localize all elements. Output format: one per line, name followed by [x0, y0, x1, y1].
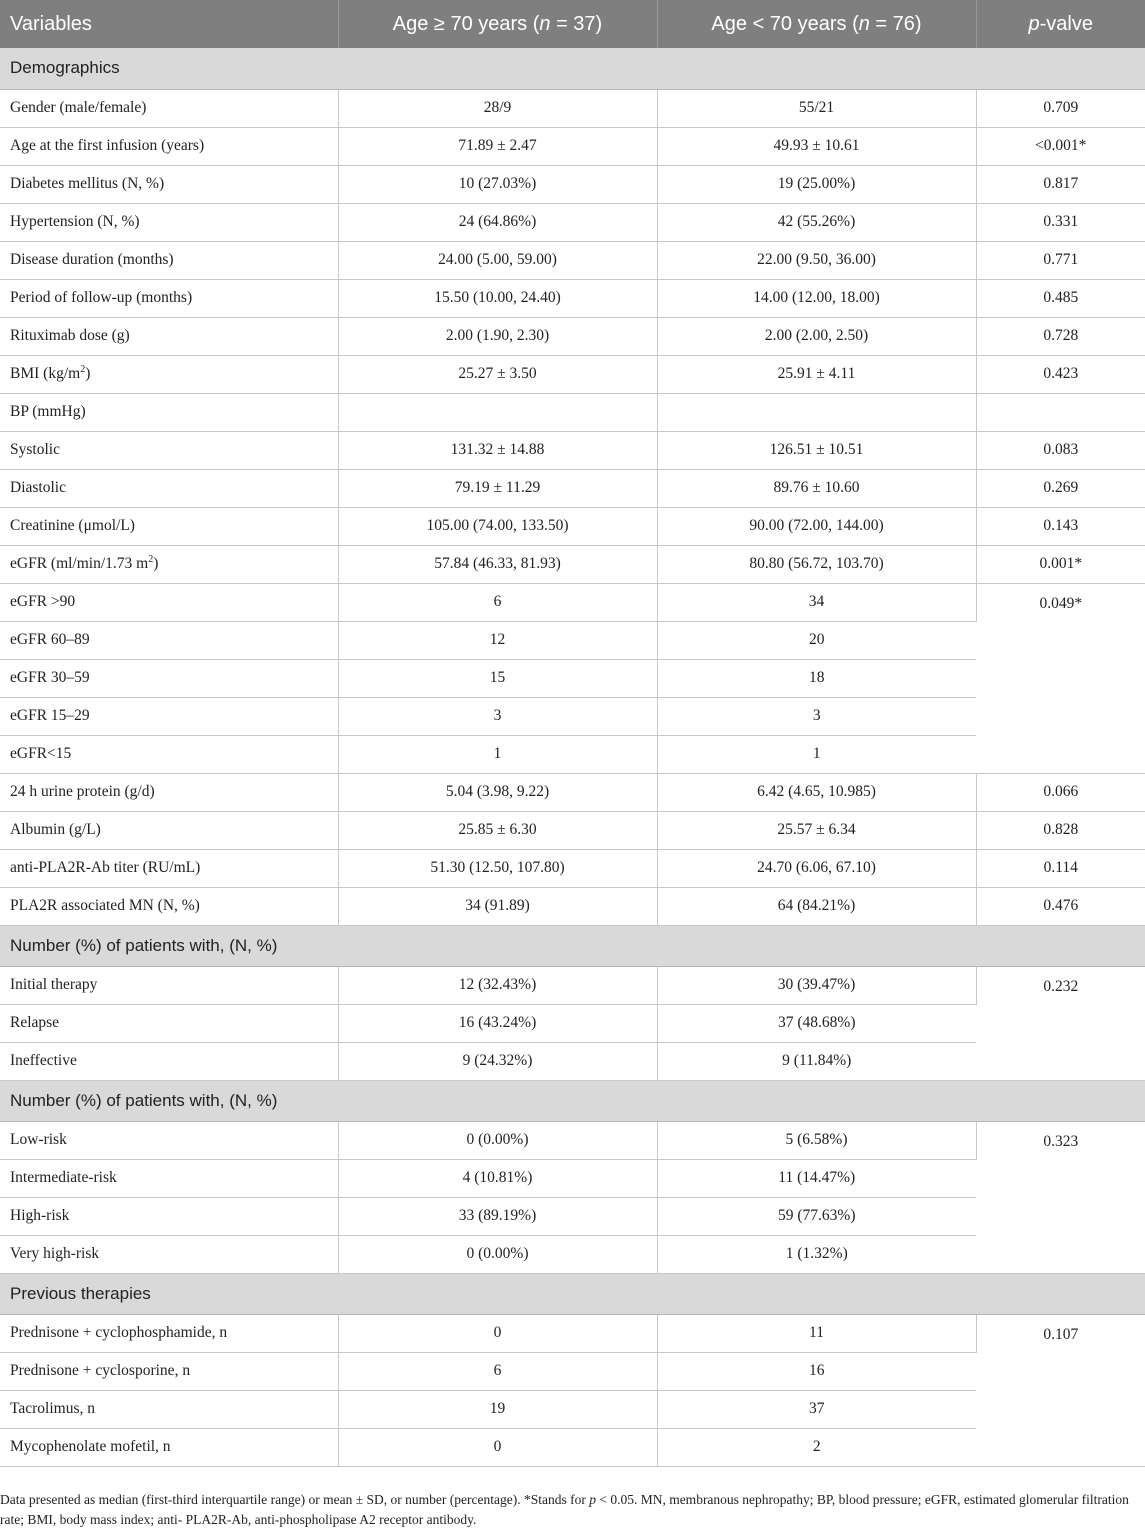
cell-p-value: 0.709 — [976, 89, 1145, 127]
table-row — [0, 1004, 1145, 1042]
cell-age-under-70: 6.42 (4.65, 10.985) — [657, 773, 976, 811]
table-row — [0, 849, 1145, 887]
cell-age-under-70 — [657, 393, 976, 431]
row-label — [0, 127, 338, 165]
cell-p-value: 0.269 — [976, 469, 1145, 507]
row-label — [0, 1235, 338, 1273]
cell-age-under-70: 18 — [657, 659, 976, 697]
cell-age-70-or-older: 15 — [338, 659, 657, 697]
cell-age-under-70: 25.57 ± 6.34 — [657, 811, 976, 849]
cell-p-value: 0.066 — [976, 773, 1145, 811]
cell-age-under-70: 34 — [657, 583, 976, 621]
table-footnote: Data presented as median (first-third interquartile range) or mean ± SD, or number (percentage). *Stands for p < 0.05. MN, membranous nephropathy; BP, blood pressure; eGFR, estimated glomerular filtration rate; BMI, body mass index; anti- PLA2R-Ab, anti-phospholipase A2 receptor antibody. — [0, 1492, 1129, 1527]
cell-age-under-70: 49.93 ± 10.61 — [657, 127, 976, 165]
table-row — [0, 887, 1145, 925]
row-label-text: eGFR 15–29 — [10, 707, 90, 724]
table-row — [0, 431, 1145, 469]
cell-age-under-70: 14.00 (12.00, 18.00) — [657, 279, 976, 317]
row-label-text: Relapse — [10, 1014, 60, 1031]
row-label — [0, 203, 338, 241]
header-variables: Variables — [0, 0, 338, 48]
row-label-text: Initial therapy — [10, 976, 98, 993]
cell-age-70-or-older: 33 (89.19%) — [338, 1197, 657, 1235]
row-label-text: Low-risk — [10, 1131, 67, 1148]
cell-age-70-or-older: 0 (0.00%) — [338, 1235, 657, 1273]
cell-p-value: 0.331 — [976, 203, 1145, 241]
table-row — [0, 1159, 1145, 1197]
table-row — [0, 583, 1145, 621]
cell-p-value — [976, 393, 1145, 431]
cell-age-70-or-older: 25.85 ± 6.30 — [338, 811, 657, 849]
cell-age-under-70: 1 (1.32%) — [657, 1235, 976, 1273]
table-row — [0, 659, 1145, 697]
row-label — [0, 1042, 338, 1080]
cell-age-under-70: 20 — [657, 621, 976, 659]
row-label-text: eGFR 30–59 — [10, 669, 90, 686]
row-label-suffix: ) — [153, 555, 159, 572]
row-label — [0, 887, 338, 925]
table-row — [0, 127, 1145, 165]
row-label — [0, 621, 338, 659]
row-label — [0, 1004, 338, 1042]
cell-p-value: 0.728 — [976, 317, 1145, 355]
cell-age-70-or-older: 28/9 — [338, 89, 657, 127]
cell-age-70-or-older: 12 (32.43%) — [338, 966, 657, 1004]
cell-age-70-or-older: 0 — [338, 1314, 657, 1352]
table-row — [0, 1197, 1145, 1235]
cell-p-value: <0.001* — [976, 127, 1145, 165]
table-row — [0, 355, 1145, 393]
table-row — [0, 317, 1145, 355]
row-label-text: Mycophenolate mofetil, n — [10, 1438, 171, 1455]
row-label — [0, 811, 338, 849]
cell-age-under-70: 59 (77.63%) — [657, 1197, 976, 1235]
section-header-row — [0, 48, 1145, 89]
table-row — [0, 203, 1145, 241]
cell-p-value: 0.771 — [976, 241, 1145, 279]
cell-age-under-70: 55/21 — [657, 89, 976, 127]
cell-p-value: 0.485 — [976, 279, 1145, 317]
cell-age-70-or-older: 34 (91.89) — [338, 887, 657, 925]
cell-age-under-70: 2.00 (2.00, 2.50) — [657, 317, 976, 355]
row-label-text: eGFR<15 — [10, 745, 72, 762]
table-row — [0, 811, 1145, 849]
row-label — [0, 735, 338, 773]
table-row — [0, 773, 1145, 811]
cell-age-under-70: 11 — [657, 1314, 976, 1352]
table-row — [0, 1428, 1145, 1466]
row-label-text: BMI (kg/m — [10, 365, 81, 382]
cell-p-value: 0.143 — [976, 507, 1145, 545]
row-label-text: Intermediate-risk — [10, 1169, 117, 1186]
cell-age-under-70: 37 (48.68%) — [657, 1004, 976, 1042]
row-label-text: Hypertension (N, %) — [10, 213, 140, 230]
row-label-text: Gender (male/female) — [10, 99, 147, 116]
cell-age-70-or-older: 4 (10.81%) — [338, 1159, 657, 1197]
section-title: Number (%) of patients with, (N, %) — [0, 925, 1145, 966]
section-title: Demographics — [0, 48, 1145, 89]
cell-age-70-or-older: 24.00 (5.00, 59.00) — [338, 241, 657, 279]
cell-age-under-70: 80.80 (56.72, 103.70) — [657, 545, 976, 583]
cell-age-under-70: 37 — [657, 1390, 976, 1428]
cell-age-70-or-older: 15.50 (10.00, 24.40) — [338, 279, 657, 317]
table-row — [0, 469, 1145, 507]
cell-p-value: 0.323 — [976, 1121, 1145, 1273]
row-label-text: Rituximab dose (g) — [10, 327, 130, 344]
table-row — [0, 545, 1145, 583]
cell-age-70-or-older: 51.30 (12.50, 107.80) — [338, 849, 657, 887]
cell-age-under-70: 16 — [657, 1352, 976, 1390]
row-label — [0, 1352, 338, 1390]
row-label-text: Disease duration (months) — [10, 251, 174, 268]
table-row — [0, 1352, 1145, 1390]
row-label-text: BP (mmHg) — [10, 403, 86, 420]
row-label-text: PLA2R associated MN (N, %) — [10, 897, 200, 914]
cell-age-under-70: 64 (84.21%) — [657, 887, 976, 925]
row-label — [0, 1428, 338, 1466]
row-label — [0, 241, 338, 279]
row-label-text: Albumin (g/L) — [10, 821, 101, 838]
cell-age-70-or-older: 24 (64.86%) — [338, 203, 657, 241]
row-label-text: Ineffective — [10, 1052, 77, 1069]
section-header-row — [0, 1080, 1145, 1121]
table-row — [0, 697, 1145, 735]
row-label — [0, 545, 338, 583]
cell-age-under-70: 1 — [657, 735, 976, 773]
row-label-text: Period of follow-up (months) — [10, 289, 193, 306]
cell-p-value: 0.001* — [976, 545, 1145, 583]
cell-age-70-or-older: 12 — [338, 621, 657, 659]
row-label — [0, 1314, 338, 1352]
row-label — [0, 1390, 338, 1428]
row-label — [0, 1197, 338, 1235]
row-label-text: Systolic — [10, 441, 60, 458]
row-label — [0, 966, 338, 1004]
cell-age-70-or-older: 19 — [338, 1390, 657, 1428]
cell-age-70-or-older: 105.00 (74.00, 133.50) — [338, 507, 657, 545]
table-row — [0, 621, 1145, 659]
cell-p-value: 0.083 — [976, 431, 1145, 469]
row-label-text: Tacrolimus, n — [10, 1400, 96, 1417]
cell-age-under-70: 126.51 ± 10.51 — [657, 431, 976, 469]
row-label-text: eGFR (ml/min/1.73 m — [10, 555, 149, 572]
table-header-row — [0, 0, 1145, 48]
table-row — [0, 1314, 1145, 1352]
table-row — [0, 241, 1145, 279]
row-label — [0, 507, 338, 545]
cell-age-70-or-older: 9 (24.32%) — [338, 1042, 657, 1080]
cell-age-70-or-older: 6 — [338, 583, 657, 621]
cell-age-under-70: 9 (11.84%) — [657, 1042, 976, 1080]
row-label-text: Prednisone + cyclosporine, n — [10, 1362, 191, 1379]
cell-p-value: 0.232 — [976, 966, 1145, 1080]
header-age-under-70: Age < 70 years (n = 76) — [657, 0, 976, 48]
cell-age-70-or-older: 131.32 ± 14.88 — [338, 431, 657, 469]
cell-age-70-or-older: 0 — [338, 1428, 657, 1466]
row-label-text: High-risk — [10, 1207, 70, 1224]
row-label — [0, 697, 338, 735]
table-row — [0, 1042, 1145, 1080]
cell-age-70-or-older: 0 (0.00%) — [338, 1121, 657, 1159]
section-title: Previous therapies — [0, 1273, 1145, 1314]
row-label-text: eGFR >90 — [10, 593, 76, 610]
row-label — [0, 773, 338, 811]
cell-p-value: 0.423 — [976, 355, 1145, 393]
row-label-suffix: ) — [85, 365, 91, 382]
table-row — [0, 507, 1145, 545]
cell-age-under-70: 24.70 (6.06, 67.10) — [657, 849, 976, 887]
cell-age-under-70: 19 (25.00%) — [657, 165, 976, 203]
row-label — [0, 849, 338, 887]
cell-age-70-or-older: 25.27 ± 3.50 — [338, 355, 657, 393]
cell-age-under-70: 42 (55.26%) — [657, 203, 976, 241]
row-label-text: Diastolic — [10, 479, 66, 496]
row-label-text: Age at the first infusion (years) — [10, 137, 205, 154]
cell-age-70-or-older — [338, 393, 657, 431]
cell-age-70-or-older: 71.89 ± 2.47 — [338, 127, 657, 165]
section-header-row — [0, 925, 1145, 966]
row-label-superscript: 2 — [80, 363, 86, 375]
cell-age-under-70: 22.00 (9.50, 36.00) — [657, 241, 976, 279]
cell-p-value: 0.049* — [976, 583, 1145, 773]
cell-age-under-70: 25.91 ± 4.11 — [657, 355, 976, 393]
table-row — [0, 89, 1145, 127]
row-label — [0, 393, 338, 431]
row-label — [0, 583, 338, 621]
row-label-text: Creatinine (μmol/L) — [10, 517, 135, 534]
cell-age-under-70: 2 — [657, 1428, 976, 1466]
table-row — [0, 735, 1145, 773]
row-label-text: 24 h urine protein (g/d) — [10, 783, 155, 800]
cell-age-70-or-older: 3 — [338, 697, 657, 735]
row-label — [0, 355, 338, 393]
cell-age-70-or-older: 1 — [338, 735, 657, 773]
row-label — [0, 165, 338, 203]
table-row — [0, 1235, 1145, 1273]
cell-age-70-or-older: 16 (43.24%) — [338, 1004, 657, 1042]
table-row — [0, 393, 1145, 431]
table-row — [0, 165, 1145, 203]
cell-age-70-or-older: 6 — [338, 1352, 657, 1390]
row-label-superscript: 2 — [148, 553, 154, 565]
table-row — [0, 279, 1145, 317]
row-label — [0, 279, 338, 317]
row-label-text: Very high-risk — [10, 1245, 100, 1262]
table-row — [0, 1121, 1145, 1159]
header-age-70-or-older: Age ≥ 70 years (n = 37) — [338, 0, 657, 48]
cell-age-under-70: 5 (6.58%) — [657, 1121, 976, 1159]
cell-age-70-or-older: 79.19 ± 11.29 — [338, 469, 657, 507]
cell-age-70-or-older: 5.04 (3.98, 9.22) — [338, 773, 657, 811]
row-label-text: eGFR 60–89 — [10, 631, 90, 648]
cell-p-value: 0.476 — [976, 887, 1145, 925]
cell-age-under-70: 11 (14.47%) — [657, 1159, 976, 1197]
row-label — [0, 469, 338, 507]
row-label-text: Diabetes mellitus (N, %) — [10, 175, 165, 192]
cell-age-under-70: 30 (39.47%) — [657, 966, 976, 1004]
cell-age-under-70: 89.76 ± 10.60 — [657, 469, 976, 507]
row-label — [0, 1159, 338, 1197]
table-row — [0, 1390, 1145, 1428]
cell-p-value: 0.114 — [976, 849, 1145, 887]
cell-p-value: 0.828 — [976, 811, 1145, 849]
row-label — [0, 431, 338, 469]
cell-age-under-70: 3 — [657, 697, 976, 735]
section-title: Number (%) of patients with, (N, %) — [0, 1080, 1145, 1121]
cell-age-70-or-older: 10 (27.03%) — [338, 165, 657, 203]
cell-p-value: 0.817 — [976, 165, 1145, 203]
cell-age-70-or-older: 2.00 (1.90, 2.30) — [338, 317, 657, 355]
row-label — [0, 89, 338, 127]
row-label — [0, 317, 338, 355]
row-label-text: anti-PLA2R-Ab titer (RU/mL) — [10, 859, 201, 876]
header-p-value: p-valve — [976, 0, 1145, 48]
cell-age-70-or-older: 57.84 (46.33, 81.93) — [338, 545, 657, 583]
table-row — [0, 966, 1145, 1004]
row-label — [0, 1121, 338, 1159]
cell-age-under-70: 90.00 (72.00, 144.00) — [657, 507, 976, 545]
section-header-row — [0, 1273, 1145, 1314]
cell-p-value: 0.107 — [976, 1314, 1145, 1466]
row-label — [0, 659, 338, 697]
row-label-text: Prednisone + cyclophosphamide, n — [10, 1324, 228, 1341]
